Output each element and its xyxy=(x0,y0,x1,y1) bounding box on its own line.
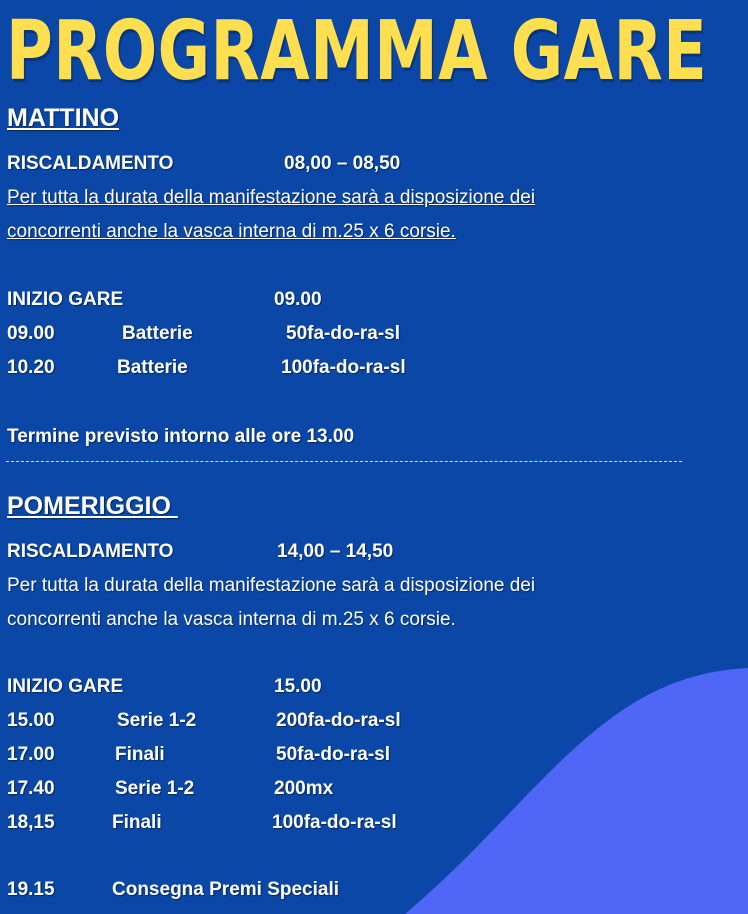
event-phase: Serie 1-2 xyxy=(115,778,195,799)
start-time: 15.00 xyxy=(274,676,322,697)
event-time: 10.20 xyxy=(7,357,55,378)
event-phase: Batterie xyxy=(117,357,188,378)
pool-note-afternoon xyxy=(7,569,707,637)
warmup-label: RISCALDAMENTO xyxy=(7,541,174,562)
pool-note-line: Per tutta la durata della manifestazione sarà a disposizione dei xyxy=(7,575,536,596)
pool-note-line: concorrenti anche la vasca interna di m.25 x 6 corsie. xyxy=(7,609,456,630)
event-row xyxy=(0,351,748,385)
event-race: 50fa-do-ra-sl xyxy=(286,323,401,344)
event-race: 200fa-do-ra-sl xyxy=(276,710,401,731)
awards-label: Consegna Premi Speciali xyxy=(112,879,340,900)
event-phase: Finali xyxy=(112,812,162,833)
event-row xyxy=(0,772,748,806)
page-title: PROGRAMMA GARE xyxy=(6,4,708,99)
section-heading-pomeriggio: POMERIGGIO xyxy=(7,492,178,520)
start-label: INIZIO GARE xyxy=(7,676,124,697)
warmup-time: 08,00 – 08,50 xyxy=(284,153,401,174)
warmup-row-morning xyxy=(0,147,748,181)
event-time: 17.40 xyxy=(7,778,55,799)
event-race: 100fa-do-ra-sl xyxy=(281,357,406,378)
event-row xyxy=(0,806,748,840)
event-phase: Batterie xyxy=(122,323,193,344)
event-race: 200mx xyxy=(274,778,334,799)
event-row xyxy=(0,317,748,351)
warmup-row-afternoon xyxy=(0,535,748,569)
pool-note-morning xyxy=(7,181,707,249)
event-phase: Serie 1-2 xyxy=(117,710,197,731)
start-label: INIZIO GARE xyxy=(7,289,124,310)
event-race: 100fa-do-ra-sl xyxy=(272,812,397,833)
start-row-morning xyxy=(0,283,748,317)
event-row xyxy=(0,738,748,772)
start-row-afternoon xyxy=(0,670,748,704)
event-time: 09.00 xyxy=(7,323,55,344)
warmup-label: RISCALDAMENTO xyxy=(7,153,174,174)
pool-note-line: concorrenti anche la vasca interna di m.25 x 6 corsie. xyxy=(7,221,456,242)
event-time: 17.00 xyxy=(7,744,55,765)
warmup-time: 14,00 – 14,50 xyxy=(277,541,394,562)
end-time-note: Termine previsto intorno alle ore 13.00 xyxy=(7,426,355,447)
awards-time: 19.15 xyxy=(7,879,55,900)
event-race: 50fa-do-ra-sl xyxy=(276,744,391,765)
event-time: 18,15 xyxy=(7,812,55,833)
awards-row xyxy=(0,873,748,907)
pool-note-line: Per tutta la durata della manifestazione sarà a disposizione dei xyxy=(7,187,536,208)
start-time: 09.00 xyxy=(274,289,322,310)
section-heading-mattino: MATTINO xyxy=(7,104,120,132)
end-note-row xyxy=(0,420,748,454)
event-time: 15.00 xyxy=(7,710,55,731)
event-phase: Finali xyxy=(115,744,165,765)
section-divider xyxy=(6,461,682,462)
event-row xyxy=(0,704,748,738)
